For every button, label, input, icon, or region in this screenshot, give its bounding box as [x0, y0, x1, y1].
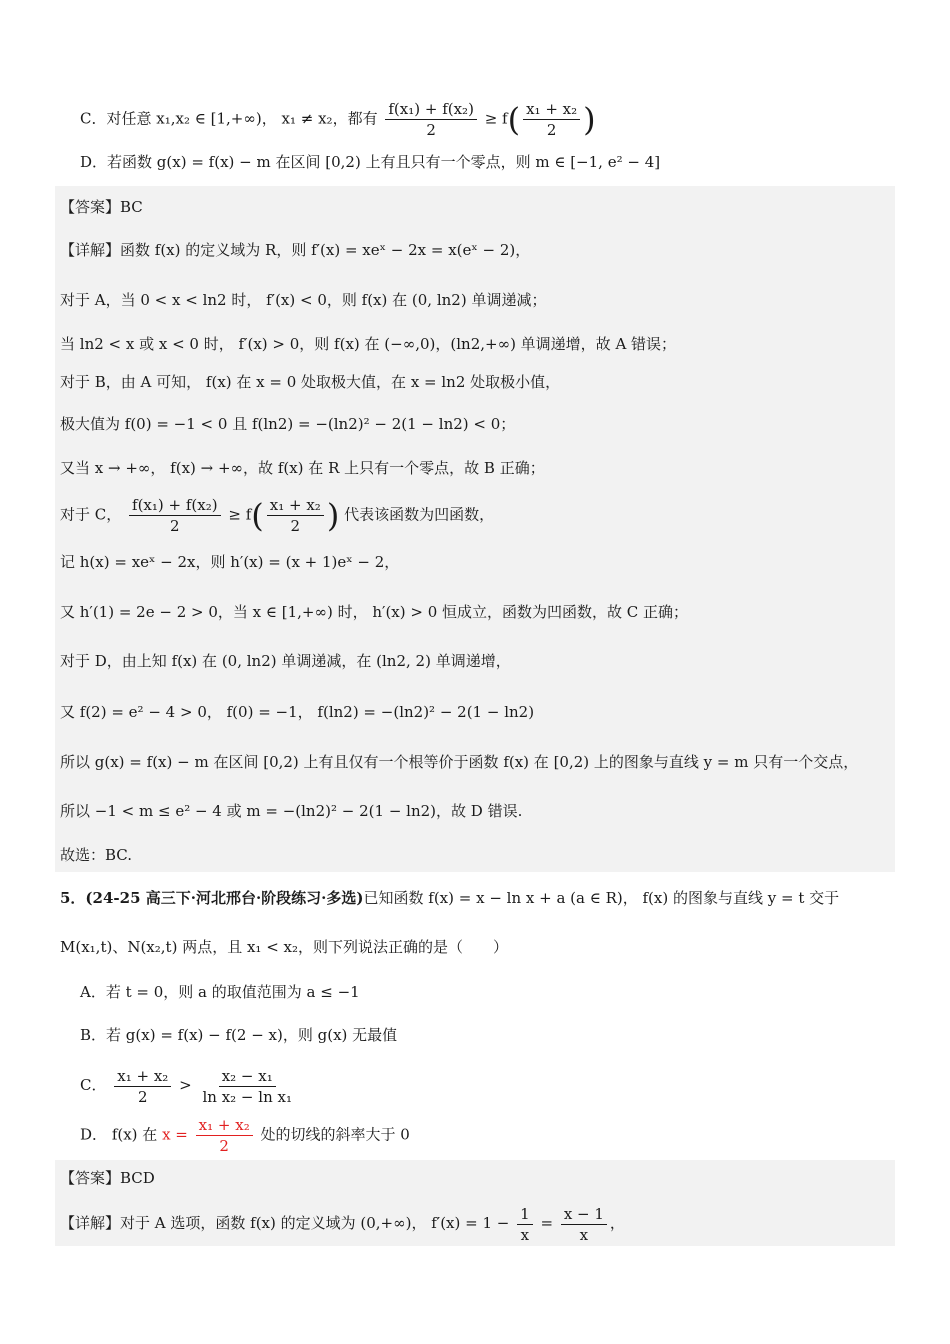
fraction: $\frac{\text{x₁ + x₂}}{2}$	[267, 496, 324, 535]
detail-line: 对于 D，由上知 f(x) 在 (0, ln2) 单调递减，在 (ln2, 2) 单调递增，	[60, 652, 511, 670]
fraction: $\frac{\text{f(x₁) + f(x₂)}}{2}$	[385, 100, 477, 139]
question-5-stem: 5．(24-25 高三下·河北邢台·阶段练习·多选)已知函数 f(x) = x − ln x + a (a ∈ R)， f(x) 的图象与直线 y = t 交于	[60, 889, 840, 907]
detail-line: 对于 A，当 0 < x < ln2 时， f′(x) < 0，则 f(x) 在 (0, ln2) 单调递减；	[60, 291, 547, 309]
question-5-stem-2: M(x₁,t)、N(x₂,t) 两点，且 x₁ < x₂，则下列说法正确的是（ ）	[60, 938, 509, 956]
conclusion: 故选：BC.	[60, 846, 133, 864]
fraction: $\frac{x - 1}{x}$	[561, 1205, 607, 1244]
fraction: $\frac{1}{x}$	[517, 1205, 533, 1244]
detail-line: 当 ln2 < x 或 x < 0 时， f′(x) > 0，则 f(x) 在 (−∞,0)，(ln2,+∞) 单调递增，故 A 错误；	[60, 335, 677, 353]
detail-line: 记 h(x) = xeˣ − 2x，则 h′(x) = (x + 1)eˣ − 2，	[60, 553, 400, 571]
detail-line: 又当 x → +∞， f(x) → +∞，故 f(x) 在 R 上只有一个零点，故 B 正确；	[60, 459, 545, 477]
detail-line: 又 f(2) = e² − 4 > 0， f(0) = −1， f(ln2) = −(ln2)² − 2(1 − ln2)	[60, 703, 535, 721]
option-c: C．对任意 x₁,x₂ ∈ [1,+∞)， x₁ ≠ x₂，都有 $\frac{\text{f(x₁) + f(x₂)}}{2}$ ≥ f( $\frac{\text{x₁ + x₂}}{2}$ )	[80, 100, 596, 139]
answer-label: 【答案】BCD	[60, 1169, 155, 1187]
option-d: D．若函数 g(x) = f(x) − m 在区间 [0,2) 上有且只有一个零点，则 m ∈ [−1, e² − 4]	[80, 153, 661, 171]
fraction: $\frac{\text{f(x₁) + f(x₂)}}{2}$	[129, 496, 221, 535]
detail-line: 极大值为 f(0) = −1 < 0 且 f(ln2) = −(ln2)² − 2(1 − ln2) < 0；	[60, 415, 516, 433]
option-b: B．若 g(x) = f(x) − f(2 − x)，则 g(x) 无最值	[80, 1026, 398, 1044]
answer-label: 【答案】BC	[60, 198, 143, 216]
option-c: C． $\frac{\text{x₁ + x₂}}{2}$ > $\frac{\text{x₂ − x₁}}{\text{ln x₂ − ln x₁}}$	[80, 1066, 298, 1106]
detail-line: 所以 −1 < m ≤ e² − 4 或 m = −(ln2)² − 2(1 − ln2)，故 D 错误.	[60, 802, 523, 820]
detail-line: 又 h′(1) = 2e − 2 > 0，当 x ∈ [1,+∞) 时， h′(x) > 0 恒成立，函数为凹函数，故 C 正确；	[60, 603, 689, 621]
detail-intro: 【详解】对于 A 选项，函数 f(x) 的定义域为 (0,+∞)， f′(x) = 1 − $\frac{1}{x}$ = $\frac{x - 1}{x}$ ，	[60, 1204, 625, 1244]
detail-line-c: 对于 C， $\frac{\text{f(x₁) + f(x₂)}}{2}$ ≥ f( $\frac{\text{x₁ + x₂}}{2}$ ) 代表该函数为凹函数，	[60, 496, 495, 535]
detail-line: 所以 g(x) = f(x) − m 在区间 [0,2) 上有且仅有一个根等价于函数 f(x) 在 [0,2) 上的图象与直线 y = m 只有一个交点，	[60, 753, 859, 771]
fraction: $\frac{\text{x₁ + x₂}}{2}$	[523, 100, 580, 139]
fraction: $\frac{\text{x₂ − x₁}}{\text{ln x₂ − ln x₁}}$	[202, 1066, 292, 1106]
detail-line: 对于 B，由 A 可知， f(x) 在 x = 0 处取极大值，在 x = ln2 处取极小值，	[60, 373, 561, 391]
fraction: $\frac{\text{x₁ + x₂}}{2}$	[196, 1116, 253, 1155]
option-d: D． f(x) 在 x = $\frac{\text{x₁ + x₂}}{2}$ 处的切线的斜率大于 0	[80, 1116, 410, 1155]
option-a: A．若 t = 0，则 a 的取值范围为 a ≤ −1	[80, 983, 360, 1001]
fraction: $\frac{\text{x₁ + x₂}}{2}$	[114, 1067, 171, 1106]
detail-intro: 【详解】函数 f(x) 的定义域为 R，则 f′(x) = xeˣ − 2x = x(eˣ − 2)，	[60, 241, 531, 259]
